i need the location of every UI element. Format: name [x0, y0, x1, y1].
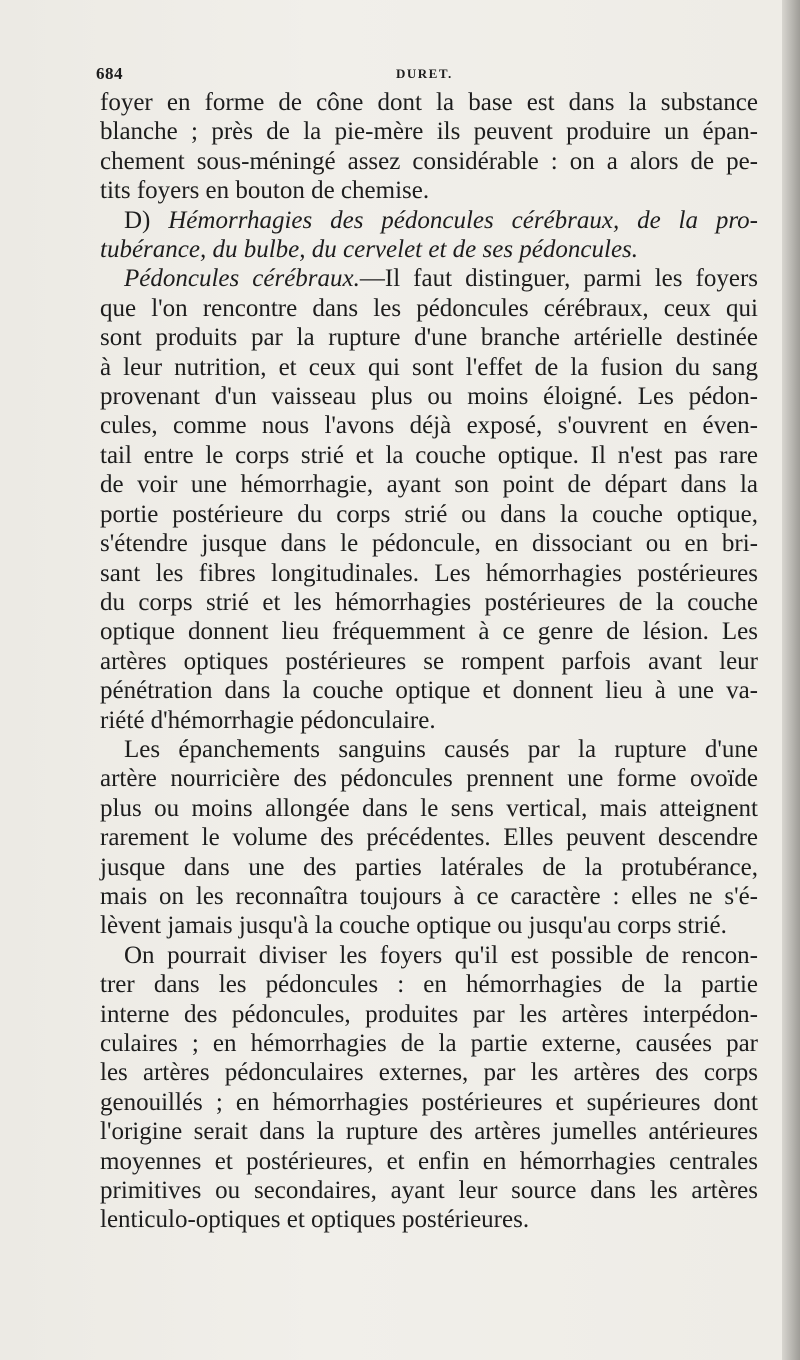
- text-line: lèvent jamais jusqu'à la couche optique ou jusqu'au corps strié.: [100, 912, 727, 940]
- page-number: 684: [96, 64, 123, 83]
- text-line: chement sous-méningé assez considérable : on a alors de pe-: [100, 147, 758, 175]
- body-text: [100, 88, 758, 1235]
- text-line: plus ou moins allongée dans le sens vertical, mais atteignent: [100, 794, 758, 822]
- page-header: [96, 60, 756, 90]
- text-line: rarement le volume des précédentes. Elles peuvent descendre: [100, 824, 758, 852]
- text-line: provenant d'un vaisseau plus ou moins éloigné. Les pédon-: [100, 383, 758, 411]
- text-line: Pédoncules cérébraux.—Il faut distinguer, parmi les foyers: [124, 265, 759, 293]
- text-line: moyennes et postérieures, et enfin en hémorrhagies centrales: [100, 1147, 758, 1175]
- text-line: riété d'hémorrhagie pédonculaire.: [100, 706, 436, 734]
- text-line: optique donnent lieu fréquemment à ce genre de lésion. Les: [100, 618, 758, 646]
- text-line: pénétration dans la couche optique et donnent lieu à une va-: [100, 677, 758, 705]
- section-heading-line: D) Hémorrhagies des pédoncules cérébraux, de la pro-: [124, 206, 758, 234]
- text-line: primitives ou secondaires, ayant leur source dans les artères: [100, 1177, 758, 1205]
- text-line: les artères pédonculaires externes, par les artères des corps: [100, 1059, 758, 1087]
- text-line: sont produits par la rupture d'une branche artérielle destinée: [100, 324, 758, 352]
- text-line: interne des pédoncules, produites par les artères interpédon-: [100, 1000, 758, 1028]
- text-line: tits foyers en bouton de chemise.: [100, 177, 430, 205]
- text-line: l'origine serait dans la rupture des artères jumelles antérieures: [100, 1118, 758, 1146]
- text-line: de voir une hémorrhagie, ayant son point de départ dans la: [100, 471, 758, 499]
- text-line: sant les fibres longitudinales. Les hémorrhagies postérieures: [100, 559, 758, 587]
- text-line: tail entre le corps strié et la couche optique. Il n'est pas rare: [100, 441, 758, 469]
- text-line: On pourrait diviser les foyers qu'il est possible de rencon-: [124, 941, 758, 969]
- page-edge-shadow: [782, 0, 800, 1360]
- text-line: à leur nutrition, et ceux qui sont l'effet de la fusion du sang: [100, 353, 758, 381]
- text-line: que l'on rencontre dans les pédoncules cérébraux, ceux qui: [100, 294, 758, 322]
- text-line: s'étendre jusque dans le pédoncule, en dissociant ou en bri-: [100, 530, 758, 558]
- text-line: artères optiques postérieures se rompent parfois avant leur: [100, 647, 758, 675]
- text-line: culaires ; en hémorrhagies de la partie externe, causées par: [100, 1030, 758, 1057]
- text-line: Les épanchements sanguins causés par la rupture d'une: [124, 735, 758, 763]
- text-line: artère nourricière des pédoncules prennent une forme ovoïde: [100, 765, 758, 793]
- text-line: portie postérieure du corps strié ou dans la couche optique,: [100, 500, 758, 528]
- section-heading-line: tubérance, du bulbe, du cervelet et de ses pédoncules.: [100, 236, 639, 264]
- text-line: lenticulo-optiques et optiques postérieures.: [100, 1206, 530, 1234]
- text-line: foyer en forme de cône dont la base est dans la substance: [100, 89, 758, 116]
- running-head: DURET.: [396, 66, 453, 81]
- text-line: du corps strié et les hémorrhagies postérieures de la couche: [100, 588, 758, 616]
- text-line: mais on les reconnaîtra toujours à ce caractère : elles ne s'é-: [100, 882, 758, 910]
- text-line: cules, comme nous l'avons déjà exposé, s'ouvrent en éven-: [100, 412, 758, 440]
- text-line: jusque dans une des parties latérales de la protubérance,: [100, 853, 758, 881]
- text-line: blanche ; près de la pie-mère ils peuvent produire un épan-: [100, 118, 758, 146]
- text-line: trer dans les pédoncules : en hémorrhagies de la partie: [100, 971, 758, 999]
- text-line: genouillés ; en hémorrhagies postérieures et supérieures dont: [100, 1088, 758, 1116]
